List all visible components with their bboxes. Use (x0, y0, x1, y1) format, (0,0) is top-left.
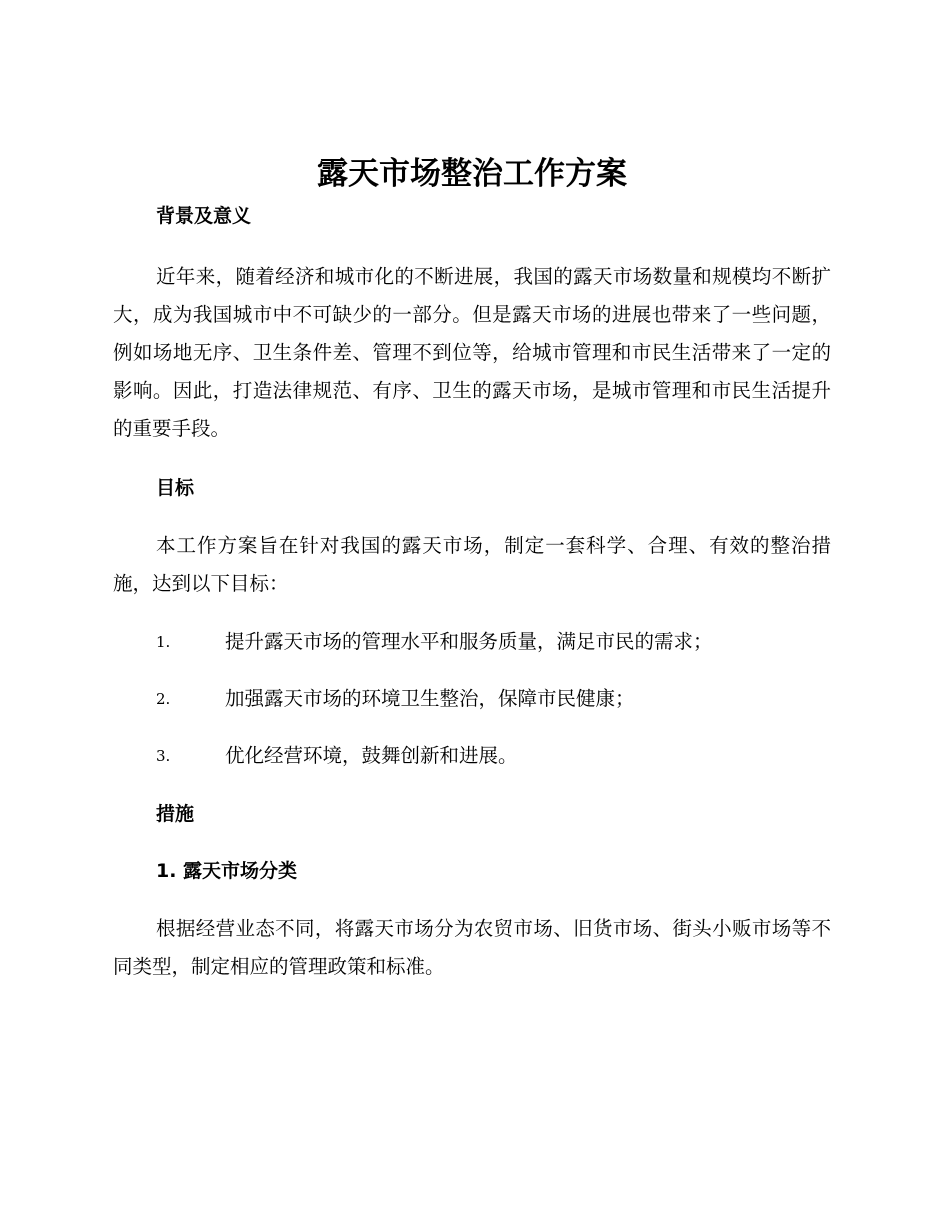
list-item-text: 加强露天市场的环境卫生整治，保障市民健康； (225, 687, 635, 710)
section-heading-measures: 措施 (156, 803, 195, 825)
goals-paragraph: 本工作方案旨在针对我国的露天市场，制定一套科学、合理、有效的整治措施，达到以下目标： (113, 534, 831, 595)
list-item-number: 2. (156, 690, 171, 708)
list-item-text: 优化经营环境，鼓舞创新和进展。 (225, 744, 518, 767)
background-paragraph: 近年来，随着经济和城市化的不断进展，我国的露天市场数量和规模均不断扩大，成为我国城市中不可缺少的一部分。但是露天市场的进展也带来了一些问题，例如场地无序、卫生条件差、管理不到位等，给城市管理和市民生活带来了一定的影响。因此，打造法律规范、有序、卫生的露天市场，是城市管理和市民生活提升的重要手段。 (113, 265, 831, 440)
measures-paragraph: 根据经营业态不同，将露天市场分为农贸市场、旧货市场、街头小贩市场等不同类型，制定相应的管理政策和标准。 (113, 917, 831, 978)
list-item (113, 685, 831, 713)
section-heading-background: 背景及意义 (156, 205, 252, 227)
document-title: 露天市场整治工作方案 (317, 156, 627, 192)
list-item-number: 3. (156, 747, 171, 765)
document-page (113, 148, 831, 986)
subsection-heading-classification: 1. 露天市场分类 (156, 860, 298, 882)
list-item-number: 1. (156, 633, 171, 651)
section-heading-goals: 目标 (156, 477, 195, 499)
list-item-text: 提升露天市场的管理水平和服务质量，满足市民的需求； (225, 630, 713, 653)
list-item (113, 742, 831, 770)
list-item (113, 628, 831, 656)
